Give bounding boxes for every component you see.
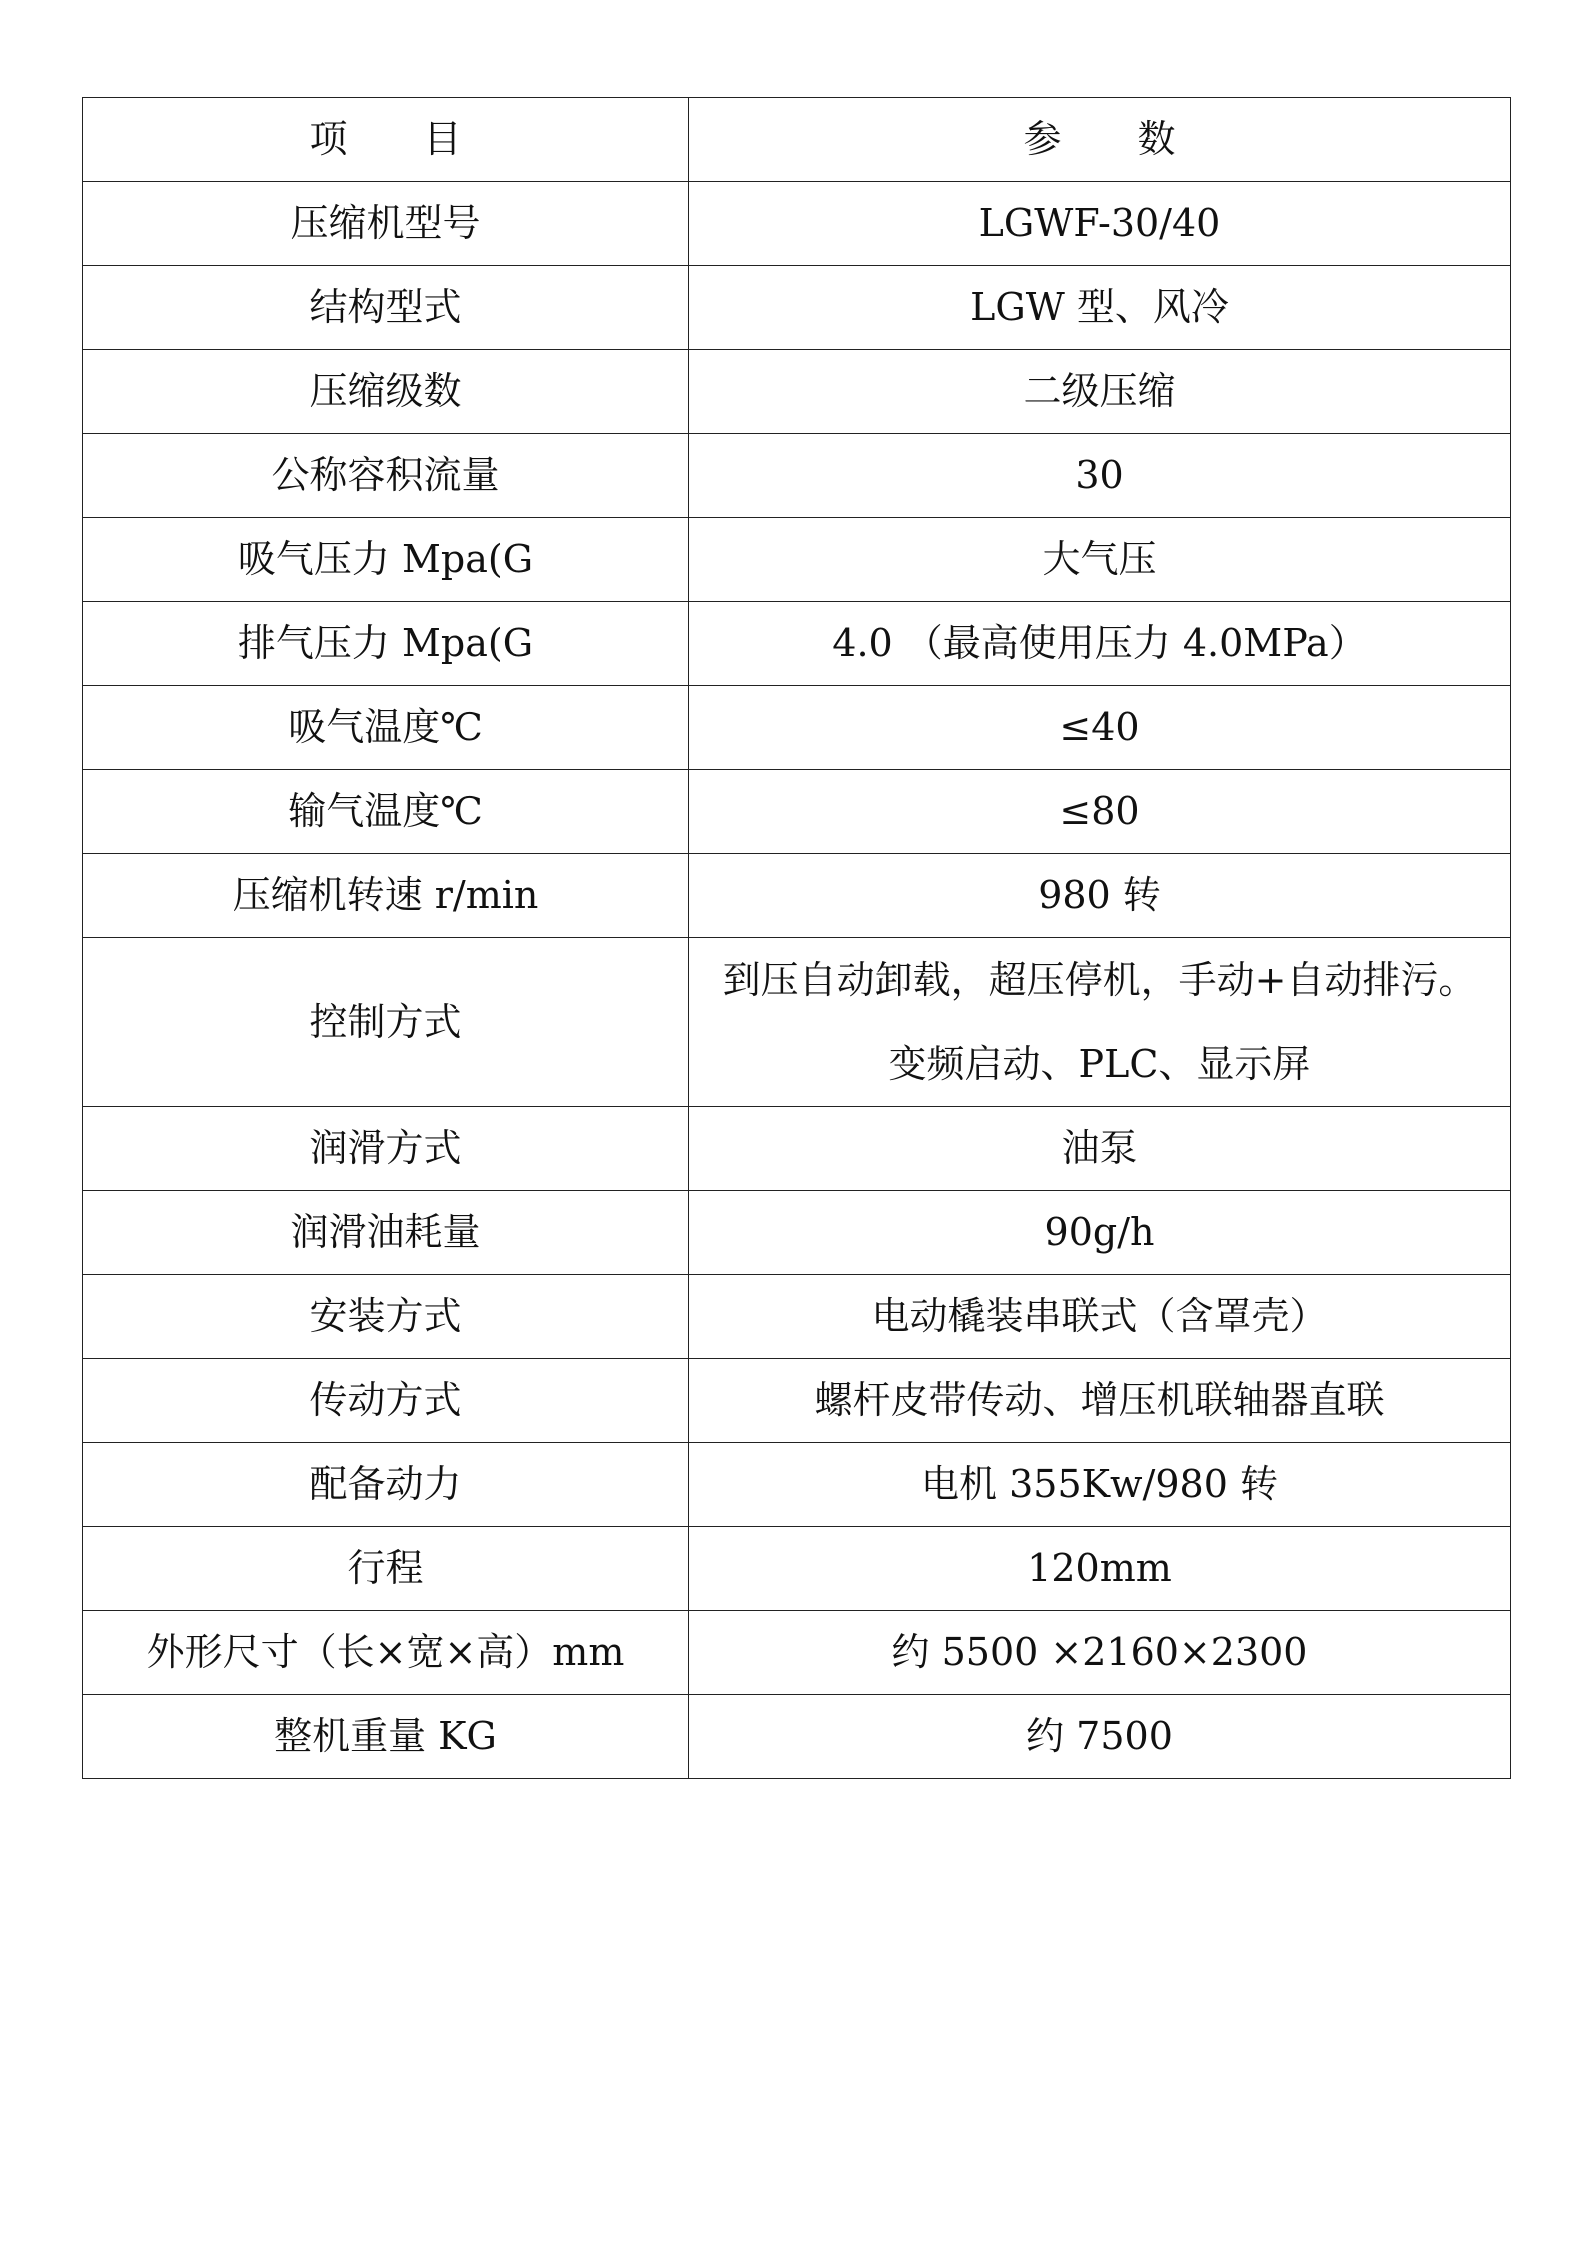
row-label: 压缩级数 — [83, 350, 689, 434]
table-row — [83, 266, 1511, 350]
table-header-row — [83, 98, 1511, 182]
row-value: 980 转 — [689, 854, 1511, 938]
table-row — [83, 1611, 1511, 1695]
row-value-multiline — [689, 938, 1511, 1107]
row-label: 润滑油耗量 — [83, 1191, 689, 1275]
table-row — [83, 1107, 1511, 1191]
spec-table — [82, 97, 1511, 1779]
table-row — [83, 182, 1511, 266]
row-value: 90g/h — [689, 1191, 1511, 1275]
row-value: ≤40 — [689, 686, 1511, 770]
table-row — [83, 1527, 1511, 1611]
row-label: 整机重量 KG — [83, 1695, 689, 1779]
row-value: ≤80 — [689, 770, 1511, 854]
table-row — [83, 1443, 1511, 1527]
row-value: 约 7500 — [689, 1695, 1511, 1779]
row-label: 配备动力 — [83, 1443, 689, 1527]
row-label: 吸气温度℃ — [83, 686, 689, 770]
row-label: 安装方式 — [83, 1275, 689, 1359]
row-value: 二级压缩 — [689, 350, 1511, 434]
row-label: 吸气压力 Mpa(G — [83, 518, 689, 602]
table-row — [83, 770, 1511, 854]
table-row — [83, 434, 1511, 518]
row-value: 约 5500 ×2160×2300 — [689, 1611, 1511, 1695]
table-row — [83, 602, 1511, 686]
table-row — [83, 1275, 1511, 1359]
row-label: 行程 — [83, 1527, 689, 1611]
row-label: 外形尺寸（长×宽×高）mm — [83, 1611, 689, 1695]
row-label: 传动方式 — [83, 1359, 689, 1443]
header-item: 项 目 — [83, 98, 689, 182]
row-label: 压缩机转速 r/min — [83, 854, 689, 938]
row-label: 润滑方式 — [83, 1107, 689, 1191]
table-row — [83, 518, 1511, 602]
row-value: 大气压 — [689, 518, 1511, 602]
row-value: 4.0 （最高使用压力 4.0MPa） — [689, 602, 1511, 686]
row-value: 30 — [689, 434, 1511, 518]
row-label: 公称容积流量 — [83, 434, 689, 518]
row-value-line: 到压自动卸载，超压停机，手动+自动排污。 — [722, 958, 1477, 1002]
table-row — [83, 350, 1511, 434]
row-value: LGW 型、风冷 — [689, 266, 1511, 350]
row-value-line: 变频启动、PLC、显示屏 — [888, 1042, 1311, 1086]
row-value: LGWF-30/40 — [689, 182, 1511, 266]
table-row — [83, 1359, 1511, 1443]
row-value: 电机 355Kw/980 转 — [689, 1443, 1511, 1527]
row-value: 120mm — [689, 1527, 1511, 1611]
row-value: 电动橇装串联式（含罩壳） — [689, 1275, 1511, 1359]
row-label: 输气温度℃ — [83, 770, 689, 854]
header-value: 参 数 — [689, 98, 1511, 182]
table-row — [83, 938, 1511, 1107]
row-value: 螺杆皮带传动、增压机联轴器直联 — [689, 1359, 1511, 1443]
table-row — [83, 854, 1511, 938]
table-row — [83, 686, 1511, 770]
row-label: 压缩机型号 — [83, 182, 689, 266]
row-label: 结构型式 — [83, 266, 689, 350]
table-row — [83, 1191, 1511, 1275]
row-label: 控制方式 — [83, 938, 689, 1107]
table-row — [83, 1695, 1511, 1779]
row-value: 油泵 — [689, 1107, 1511, 1191]
row-label: 排气压力 Mpa(G — [83, 602, 689, 686]
